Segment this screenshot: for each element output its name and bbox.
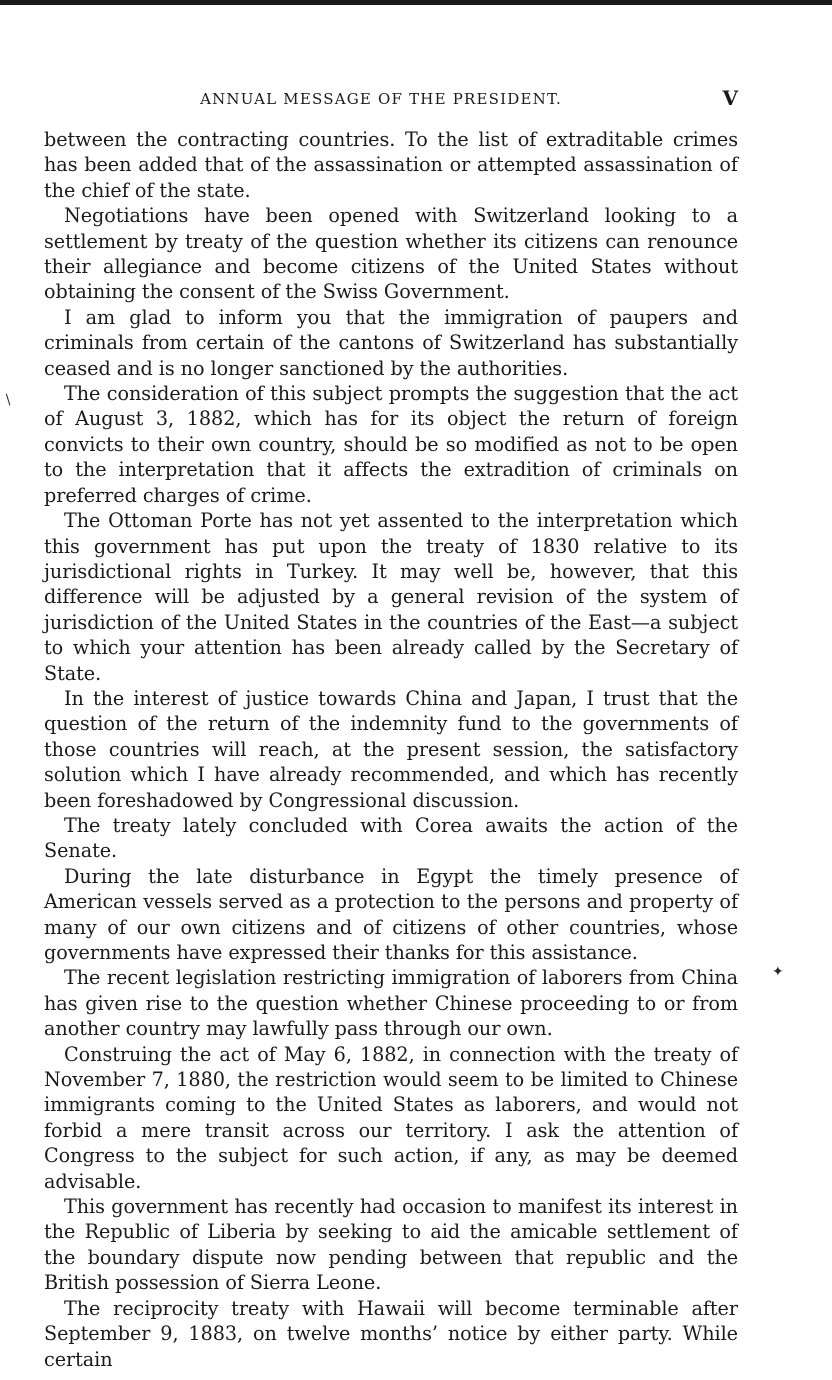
- paragraph: Construing the act of May 6, 1882, in connection with the treaty of November 7, 1880, the restriction would seem to be limited to Chinese immigrants coming to the United States as laborers, and would not forbid a mere transit across our territory. I ask the attention of Congress to the subject for such action, if any, as may be deemed advisable.: [44, 1042, 738, 1193]
- top-border-rule: [0, 0, 832, 5]
- paragraph: Negotiations have been opened with Switzerland looking to a settlement by treaty of the question whether its citizens can renounce their allegiance and become citizens of the United States without obtaining the consent of the Swiss Government.: [44, 204, 738, 304]
- paragraph: During the late disturbance in Egypt the timely presence of American vessels served as a protection to the persons and property of many of our own citizens and of citizens of other countries, whose governments have expressed their thanks for this assistance.: [44, 864, 738, 964]
- paragraph: The consideration of this subject prompts the suggestion that the act of August 3, 1882, which has for its object the return of foreign convicts to their own country, should be so modified as not to be open to the interpretation that it affects the extradition of criminals on preferred charges of crime.: [44, 382, 738, 507]
- paragraph: between the contracting countries. To the list of extraditable crimes has been added that of the assassination or attempted assassination of the chief of the state.: [44, 128, 738, 202]
- page-header: [44, 86, 738, 116]
- margin-tick-mark: /: [1, 392, 15, 408]
- paragraph: The recent legislation restricting immigration of laborers from China has given rise to the question whether Chinese proceeding to or from another country may lawfully pass through our own.: [44, 966, 738, 1041]
- paragraph: The reciprocity treaty with Hawaii will become terminable after September 9, 1883, on twelve months’ notice by either party. While certain: [44, 1296, 738, 1371]
- running-head: ANNUAL MESSAGE OF THE PRESIDENT.: [200, 90, 562, 108]
- margin-ink-speck: ✦: [772, 964, 784, 980]
- paragraph: I am glad to inform you that the immigration of paupers and criminals from certain of the cantons of Switzerland has substantially ceased and is no longer sanctioned by the authorities.: [44, 305, 738, 380]
- paragraph: The treaty lately concluded with Corea awaits the action of the Senate.: [44, 813, 738, 863]
- paragraph: In the interest of justice towards China and Japan, I trust that the question of the return of the indemnity fund to the governments of those countries will reach, at the present session, the satisfactory solution which I have already recommended, and which has recently been foreshadowed by Congressional discussion.: [44, 686, 738, 812]
- page-number: V: [722, 86, 738, 110]
- paragraph: The Ottoman Porte has not yet assented to the interpretation which this government has put upon the treaty of 1830 relative to its jurisdictional rights in Turkey. It may well be, however, that this difference will be adjusted by a general revision of the system of jurisdiction of the United States in the countries of the East—a subject to which your attention has been already called by the Secretary of State.: [44, 509, 738, 685]
- body-text: [44, 127, 738, 1372]
- paragraph: This government has recently had occasion to manifest its interest in the Republic of Liberia by seeking to aid the amicable settlement of the boundary dispute now pending between that republic and the British possession of Sierra Leone.: [44, 1195, 738, 1295]
